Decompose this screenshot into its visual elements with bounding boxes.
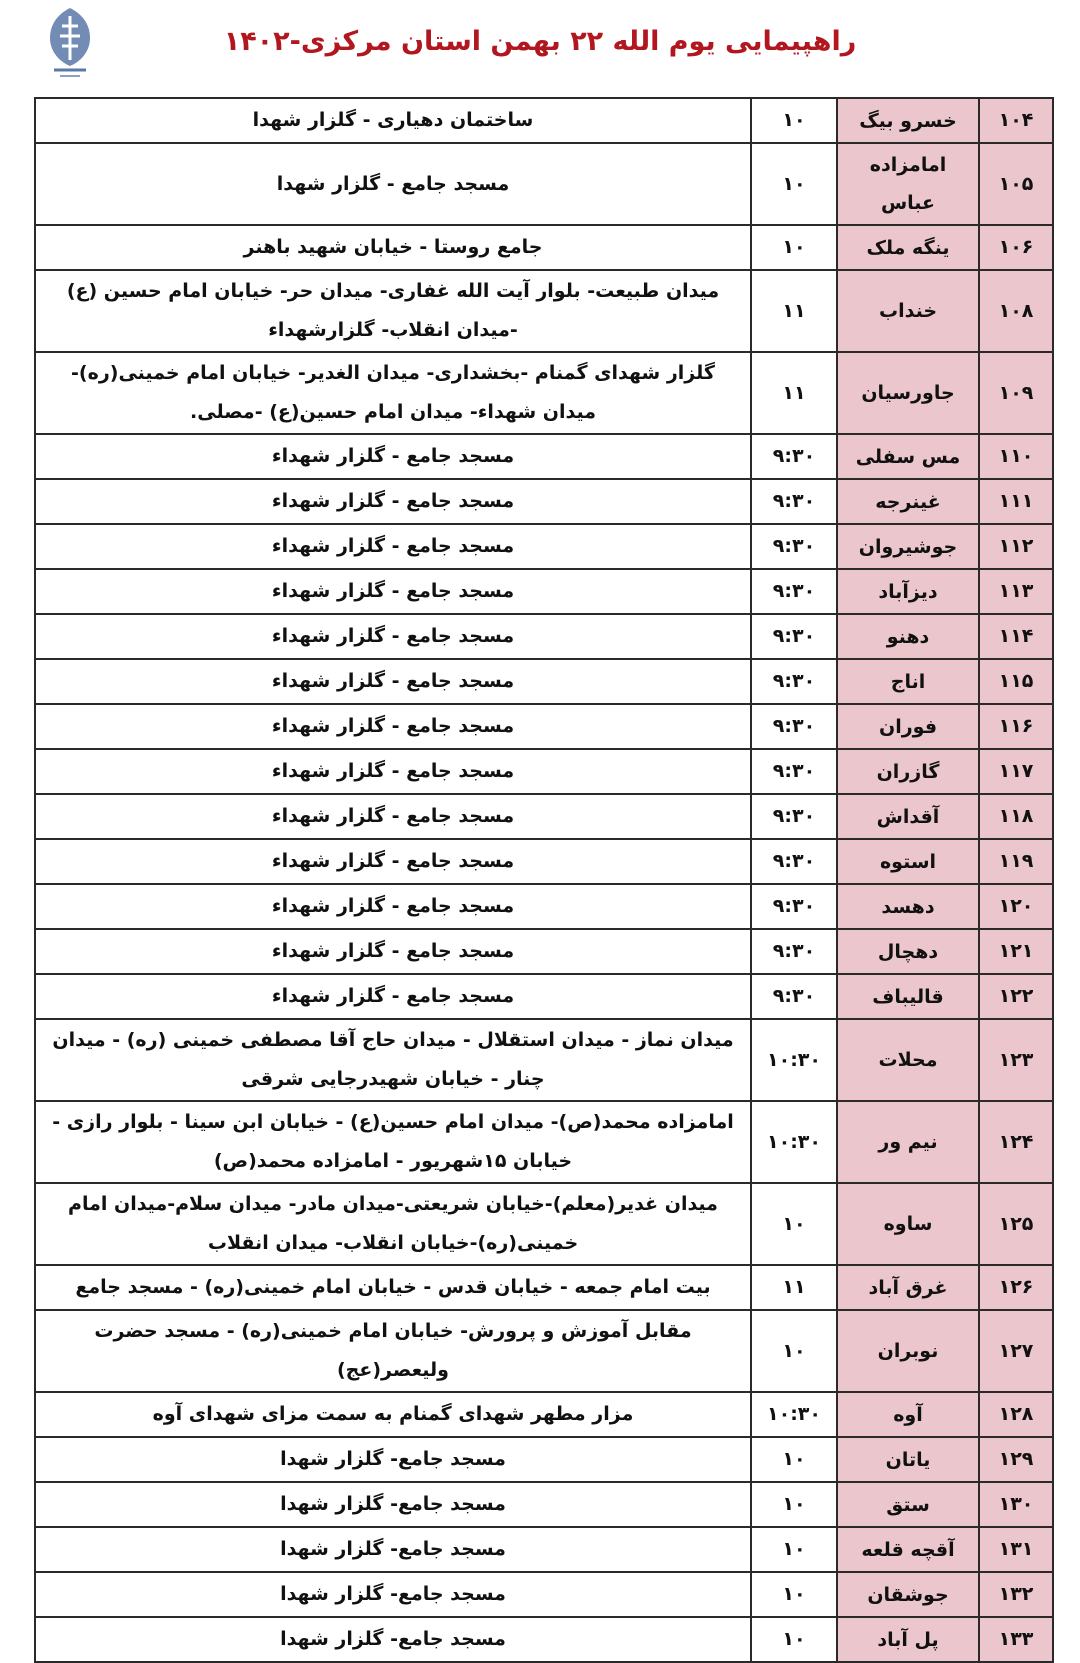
route-description: بیت امام جمعه - خیابان قدس - خیابان امام خمینی(ره) - مسجد جامع [35,1265,751,1310]
start-time: ۱۰ [751,1183,837,1265]
row-number: ۱۱۱ [979,479,1053,524]
route-description: مسجد جامع - گلزار شهداء [35,434,751,479]
header [0,0,1080,92]
row-number: ۱۲۸ [979,1392,1053,1437]
city-name: آوه [837,1392,979,1437]
row-number: ۱۲۶ [979,1265,1053,1310]
route-description: مزار مطهر شهدای گمنام به سمت مزای شهدای آوه [35,1392,751,1437]
start-time: ۱۰:۳۰ [751,1019,837,1101]
start-time: ۹:۳۰ [751,659,837,704]
city-name: ساوه [837,1183,979,1265]
city-name: جوشیروان [837,524,979,569]
route-description: مسجد جامع- گلزار شهدا [35,1617,751,1662]
start-time: ۱۰ [751,1482,837,1527]
route-description: مسجد جامع - گلزار شهداء [35,974,751,1019]
start-time: ۹:۳۰ [751,569,837,614]
table-row [35,98,1053,143]
city-name: امامزاده عباس [837,143,979,225]
row-number: ۱۱۹ [979,839,1053,884]
table-row [35,704,1053,749]
start-time: ۱۰ [751,1437,837,1482]
route-description: مسجد جامع - گلزار شهدا [35,143,751,225]
table-row [35,1437,1053,1482]
city-name: جوشقان [837,1572,979,1617]
city-name: استوه [837,839,979,884]
start-time: ۱۰ [751,1617,837,1662]
table-row [35,1101,1053,1183]
row-number: ۱۲۹ [979,1437,1053,1482]
route-description: مسجد جامع - گلزار شهداء [35,794,751,839]
route-description: میدان نماز - میدان استقلال - میدان حاج آقا مصطفی خمینی (ره) - میدان چنار - خیابان شهیدرجایی شرقی [35,1019,751,1101]
city-name: یاتان [837,1437,979,1482]
city-name: جاورسیان [837,352,979,434]
start-time: ۹:۳۰ [751,704,837,749]
row-number: ۱۲۱ [979,929,1053,974]
route-description: مسجد جامع - گلزار شهداء [35,839,751,884]
row-number: ۱۱۶ [979,704,1053,749]
route-description: امامزاده محمد(ص)- میدان امام حسین(ع) - خیابان ابن سینا - بلوار رازی - خیابان ۱۵شهریور - امامزاده محمد(ص) [35,1101,751,1183]
city-name: فوران [837,704,979,749]
row-number: ۱۲۷ [979,1310,1053,1392]
table-row [35,270,1053,352]
table-row [35,614,1053,659]
city-name: دهسد [837,884,979,929]
table-row [35,659,1053,704]
start-time: ۱۰ [751,98,837,143]
start-time: ۱۱ [751,270,837,352]
table-row [35,225,1053,270]
start-time: ۱۰:۳۰ [751,1101,837,1183]
table-row [35,1310,1053,1392]
route-description: مسجد جامع - گلزار شهداء [35,479,751,524]
city-name: گازران [837,749,979,794]
table-row [35,352,1053,434]
city-name: دهچال [837,929,979,974]
row-number: ۱۲۰ [979,884,1053,929]
row-number: ۱۲۴ [979,1101,1053,1183]
table-row [35,974,1053,1019]
start-time: ۱۱ [751,352,837,434]
row-number: ۱۳۱ [979,1527,1053,1572]
city-name: خسرو بیگ [837,98,979,143]
route-description: مسجد جامع - گلزار شهداء [35,749,751,794]
table-row [35,1019,1053,1101]
table-row [35,1183,1053,1265]
start-time: ۱۰ [751,225,837,270]
row-number: ۱۱۴ [979,614,1053,659]
row-number: ۱۳۲ [979,1572,1053,1617]
schedule-table [34,97,1054,1663]
table-row [35,929,1053,974]
start-time: ۱۱ [751,1265,837,1310]
route-description: مسجد جامع- گلزار شهدا [35,1437,751,1482]
route-description: مسجد جامع - گلزار شهداء [35,569,751,614]
row-number: ۱۲۳ [979,1019,1053,1101]
table-row [35,479,1053,524]
table-row [35,1617,1053,1662]
row-number: ۱۰۵ [979,143,1053,225]
row-number: ۱۳۰ [979,1482,1053,1527]
table-row [35,143,1053,225]
row-number: ۱۱۰ [979,434,1053,479]
start-time: ۹:۳۰ [751,839,837,884]
table-row [35,1572,1053,1617]
row-number: ۱۰۴ [979,98,1053,143]
route-description: گلزار شهدای گمنام -بخشداری- میدان الغدیر- خیابان امام خمینی(ره)- میدان شهداء- میدان امام حسین(ع) -مصلی. [35,352,751,434]
city-name: دیزآباد [837,569,979,614]
table-row [35,749,1053,794]
city-name: مس سفلی [837,434,979,479]
start-time: ۹:۳۰ [751,434,837,479]
table-row [35,839,1053,884]
start-time: ۹:۳۰ [751,974,837,1019]
row-number: ۱۱۸ [979,794,1053,839]
route-description: مسجد جامع- گلزار شهدا [35,1527,751,1572]
city-name: اناج [837,659,979,704]
route-description: مسجد جامع - گلزار شهداء [35,614,751,659]
row-number: ۱۱۷ [979,749,1053,794]
row-number: ۱۳۳ [979,1617,1053,1662]
table-row [35,524,1053,569]
start-time: ۱۰:۳۰ [751,1392,837,1437]
city-name: نیم ور [837,1101,979,1183]
table-row [35,1265,1053,1310]
table-row [35,1527,1053,1572]
table-row [35,569,1053,614]
city-name: محلات [837,1019,979,1101]
row-number: ۱۰۶ [979,225,1053,270]
row-number: ۱۲۲ [979,974,1053,1019]
start-time: ۹:۳۰ [751,929,837,974]
city-name: خنداب [837,270,979,352]
start-time: ۹:۳۰ [751,884,837,929]
start-time: ۹:۳۰ [751,614,837,659]
route-description: ساختمان دهیاری - گلزار شهدا [35,98,751,143]
city-name: آقداش [837,794,979,839]
start-time: ۹:۳۰ [751,794,837,839]
route-description: مسجد جامع - گلزار شهداء [35,524,751,569]
table-row [35,1482,1053,1527]
route-description: مسجد جامع - گلزار شهداء [35,884,751,929]
city-name: پل آباد [837,1617,979,1662]
route-description: مسجد جامع - گلزار شهداء [35,659,751,704]
row-number: ۱۱۳ [979,569,1053,614]
start-time: ۱۰ [751,143,837,225]
route-description: مسجد جامع - گلزار شهداء [35,929,751,974]
table-row [35,794,1053,839]
row-number: ۱۱۲ [979,524,1053,569]
route-description: میدان غدیر(معلم)-خیابان شریعتی-میدان مادر- میدان سلام-میدان امام خمینی(ره)-خیابان انقلاب- میدان انقلاب [35,1183,751,1265]
route-description: مسجد جامع - گلزار شهداء [35,704,751,749]
start-time: ۱۰ [751,1572,837,1617]
city-name: ستق [837,1482,979,1527]
route-description: مسجد جامع- گلزار شهدا [35,1572,751,1617]
city-name: ینگه ملک [837,225,979,270]
start-time: ۹:۳۰ [751,749,837,794]
emblem-icon [40,4,100,84]
city-name: دهنو [837,614,979,659]
start-time: ۹:۳۰ [751,479,837,524]
table-row [35,434,1053,479]
route-description: جامع روستا - خیابان شهید باهنر [35,225,751,270]
city-name: غرق آباد [837,1265,979,1310]
row-number: ۱۱۵ [979,659,1053,704]
table-row [35,884,1053,929]
start-time: ۱۰ [751,1527,837,1572]
start-time: ۱۰ [751,1310,837,1392]
page-title: راهپیمایی یوم الله ۲۲ بهمن استان مرکزی-۱۴۰۲ [223,26,857,57]
table-row [35,1392,1053,1437]
row-number: ۱۲۵ [979,1183,1053,1265]
city-name: نوبران [837,1310,979,1392]
city-name: غینرجه [837,479,979,524]
row-number: ۱۰۹ [979,352,1053,434]
route-description: مقابل آموزش و پرورش- خیابان امام خمینی(ره) - مسجد حضرت ولیعصر(عج) [35,1310,751,1392]
city-name: قالیباف [837,974,979,1019]
route-description: میدان طبیعت- بلوار آیت الله غفاری- میدان حر- خیابان امام حسین (ع) -میدان انقلاب- گلزارشهداء [35,270,751,352]
route-description: مسجد جامع- گلزار شهدا [35,1482,751,1527]
row-number: ۱۰۸ [979,270,1053,352]
start-time: ۹:۳۰ [751,524,837,569]
city-name: آقچه قلعه [837,1527,979,1572]
